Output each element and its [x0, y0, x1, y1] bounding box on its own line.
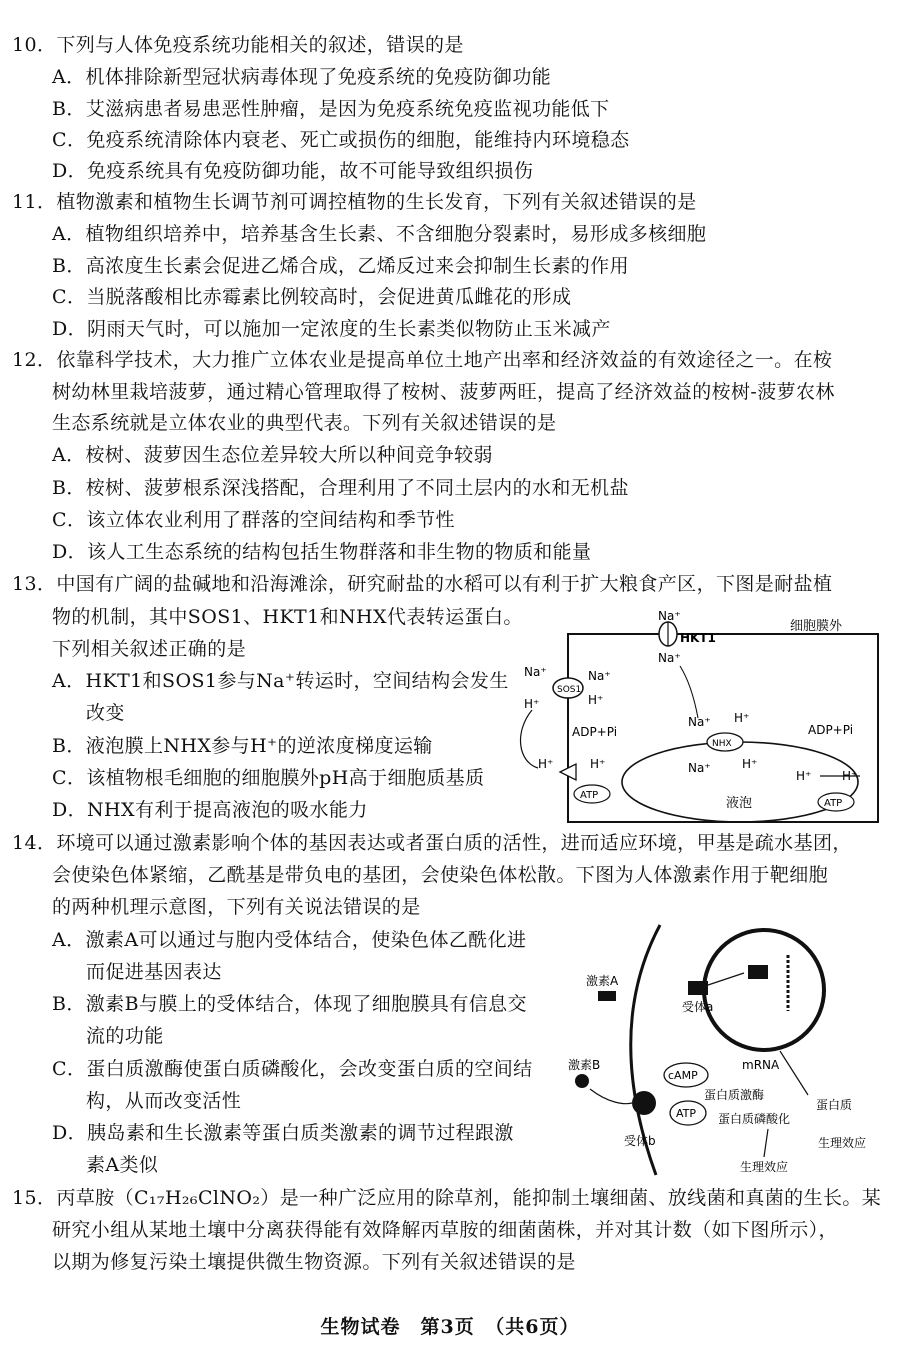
q14-option-d-line1: D．胰岛素和生长激素等蛋白质类激素的调节过程跟激 — [52, 1122, 514, 1144]
q13-option-a-line2: 改变 — [86, 702, 125, 724]
q10-option-a: A．机体排除新型冠状病毒体现了免疫系统的免疫防御功能 — [52, 66, 552, 88]
adp-pi-left: ADP+Pi — [572, 725, 618, 739]
sos1-na-in: Na⁺ — [588, 669, 611, 683]
nhx-h-cyto: H⁺ — [734, 711, 750, 725]
hormone-a-label: 激素A — [586, 974, 619, 988]
q13-option-b: B．液泡膜上NHX参与H⁺的逆浓度梯度运输 — [52, 735, 433, 757]
q14-option-b-line1: B．激素B与膜上的受体结合，体现了细胞膜具有信息交 — [52, 993, 527, 1015]
salt-tolerance-diagram — [520, 609, 890, 827]
effect-label-bottom: 生理效应 — [740, 1160, 789, 1174]
q11-option-c: C．当脱落酸相比赤霉素比例较高时，会促进黄瓜雌花的形成 — [52, 286, 572, 308]
q12-option-a: A．桉树、菠萝因生态位差异较大所以种间竞争较弱 — [52, 444, 493, 466]
nucleus — [704, 930, 824, 1050]
vacuole-label: 液泡 — [726, 796, 753, 811]
adp-pi-right: ADP+Pi — [808, 723, 854, 737]
q14-option-c-line2: 构，从而改变活性 — [86, 1090, 242, 1112]
nhx-na-in: Na⁺ — [688, 715, 711, 729]
q13-option-d: D．NHX有利于提高液泡的吸水能力 — [52, 799, 368, 821]
q14-option-a-line2: 而促进基因表达 — [86, 961, 222, 983]
nhx-label: NHX — [712, 739, 732, 749]
pump-h-out: H⁺ — [538, 757, 554, 771]
q14-option-c-line1: C．蛋白质激酶使蛋白质磷酸化，会改变蛋白质的空间结 — [52, 1058, 533, 1080]
question-14-stem-line1: 14．环境可以通过激素影响个体的基因表达或者蛋白质的活性，进而适应环境，甲基是疏水基团， — [12, 832, 852, 854]
atp-label: ATP — [676, 1107, 697, 1120]
question-15-stem-line3: 以期为修复污染土壤提供微生物资源。下列有关叙述错误的是 — [52, 1251, 576, 1273]
question-10-stem: 10．下列与人体免疫系统功能相关的叙述，错误的是 — [12, 34, 464, 56]
q13-option-a-line1: A．HKT1和SOS1参与Na⁺转运时，空间结构会发生 — [52, 670, 509, 692]
question-13-stem-line2: 物的机制，其中SOS1、HKT1和NHX代表转运蛋白。 — [52, 606, 523, 628]
q12-option-b: B．桉树、菠萝根系深浅搭配，合理利用了不同土层内的水和无机盐 — [52, 477, 629, 499]
hormone-mechanism-diagram — [568, 925, 890, 1175]
kinase-label: 蛋白质激酶 — [704, 1088, 765, 1102]
hkt1-na-out: Na⁺ — [658, 609, 681, 623]
nhx-h-vac: H⁺ — [742, 757, 758, 771]
mrna-label: mRNA — [742, 1058, 780, 1072]
hkt1-na-in: Na⁺ — [658, 651, 681, 665]
sos1-label: SOS1 — [557, 685, 582, 695]
q10-option-d: D．免疫系统具有免疫防御功能，故不可能导致组织损伤 — [52, 160, 534, 182]
receptor-b-shape — [632, 1091, 656, 1115]
atp-left: ATP — [580, 790, 599, 801]
q10-option-c: C．免疫系统清除体内衰老、死亡或损伤的细胞，能维持内环境稳态 — [52, 129, 630, 151]
question-13-stem-line1: 13．中国有广阔的盐碱地和沿海滩涂，研究耐盐的水稻可以有利于扩大粮食产区，下图是耐盐植 — [12, 573, 833, 595]
q11-option-b: B．高浓度生长素会促进乙烯合成，乙烯反过来会抑制生长素的作用 — [52, 255, 629, 277]
receptor-b-label: 受体b — [624, 1134, 656, 1148]
question-14-stem-line3: 的两种机理示意图，下列有关说法错误的是 — [52, 896, 421, 918]
q14-option-d-line2: 素A类似 — [86, 1154, 159, 1176]
hormone-b-label: 激素B — [568, 1058, 601, 1072]
q13-option-c: C．该植物根毛细胞的细胞膜外pH高于细胞质基质 — [52, 767, 485, 789]
sos1-na-out: Na⁺ — [524, 665, 547, 679]
page-footer: 生物试卷 第3页 （共6页） — [320, 1316, 580, 1338]
question-15-stem-line2: 研究小组从某地土壤中分离获得能有效降解丙草胺的细菌菌株，并对其计数（如下图所示）， — [52, 1219, 838, 1241]
q14-option-b-line2: 流的功能 — [86, 1025, 164, 1047]
question-12-stem-line1: 12．依靠科学技术，大力推广立体农业是提高单位土地产出率和经济效益的有效途径之一。在桉 — [12, 349, 833, 371]
question-11-stem: 11．植物激素和植物生长调节剂可调控植物的生长发育，下列有关叙述错误的是 — [12, 191, 697, 213]
sos1-h-out: H⁺ — [524, 697, 540, 711]
effect-label-right: 生理效应 — [818, 1136, 867, 1150]
vac-pump-h-in: H⁺ — [796, 769, 812, 783]
sos1-h-in: H⁺ — [588, 693, 604, 707]
phosphorylation-label: 蛋白质磷酸化 — [718, 1112, 791, 1126]
question-14-stem-line2: 会使染色体紧缩，乙酰基是带负电的基团，会使染色体松散。下图为人体激素作用于靶细胞 — [52, 864, 829, 886]
atp-right: ATP — [824, 798, 843, 809]
question-15-stem-line1: 15．丙草胺（C₁₇H₂₆ClNO₂）是一种广泛应用的除草剂，能抑制土壤细菌、放线菌和真菌的生长。某 — [12, 1187, 882, 1209]
receptor-a-label: 受体a — [682, 1000, 714, 1014]
vac-pump-h-out: H⁺ — [842, 769, 858, 783]
protein-label: 蛋白质 — [816, 1098, 853, 1112]
q10-option-b: B．艾滋病患者易患恶性肿瘤，是因为免疫系统免疫监视功能低下 — [52, 98, 610, 120]
pump-h-in: H⁺ — [590, 757, 606, 771]
q11-option-d: D．阴雨天气时，可以施加一定浓度的生长素类似物防止玉米减产 — [52, 318, 611, 340]
question-13-stem-line3: 下列相关叙述正确的是 — [52, 638, 247, 660]
receptor-a-shape — [688, 981, 708, 995]
q12-option-d: D．该人工生态系统的结构包括生物群落和非生物的物质和能量 — [52, 541, 592, 563]
q12-option-c: C．该立体农业利用了群落的空间结构和季节性 — [52, 509, 455, 531]
outside-membrane-label: 细胞膜外 — [790, 619, 843, 634]
q14-option-a-line1: A．激素A可以通过与胞内受体结合，使染色体乙酰化进 — [52, 929, 527, 951]
hkt1-label: HKT1 — [680, 631, 716, 645]
camp-label: cAMP — [668, 1069, 698, 1082]
question-12-stem-line3: 生态系统就是立体农业的典型代表。下列有关叙述错误的是 — [52, 412, 557, 434]
question-12-stem-line2: 树幼林里栽培菠萝，通过精心管理取得了桉树、菠萝两旺，提高了经济效益的桉树-菠萝农林 — [52, 381, 835, 403]
hormone-a-shape — [598, 991, 616, 1001]
nhx-na-vac: Na⁺ — [688, 761, 711, 775]
q11-option-a: A．植物组织培养中，培养基含生长素、不含细胞分裂素时，易形成多核细胞 — [52, 223, 707, 245]
